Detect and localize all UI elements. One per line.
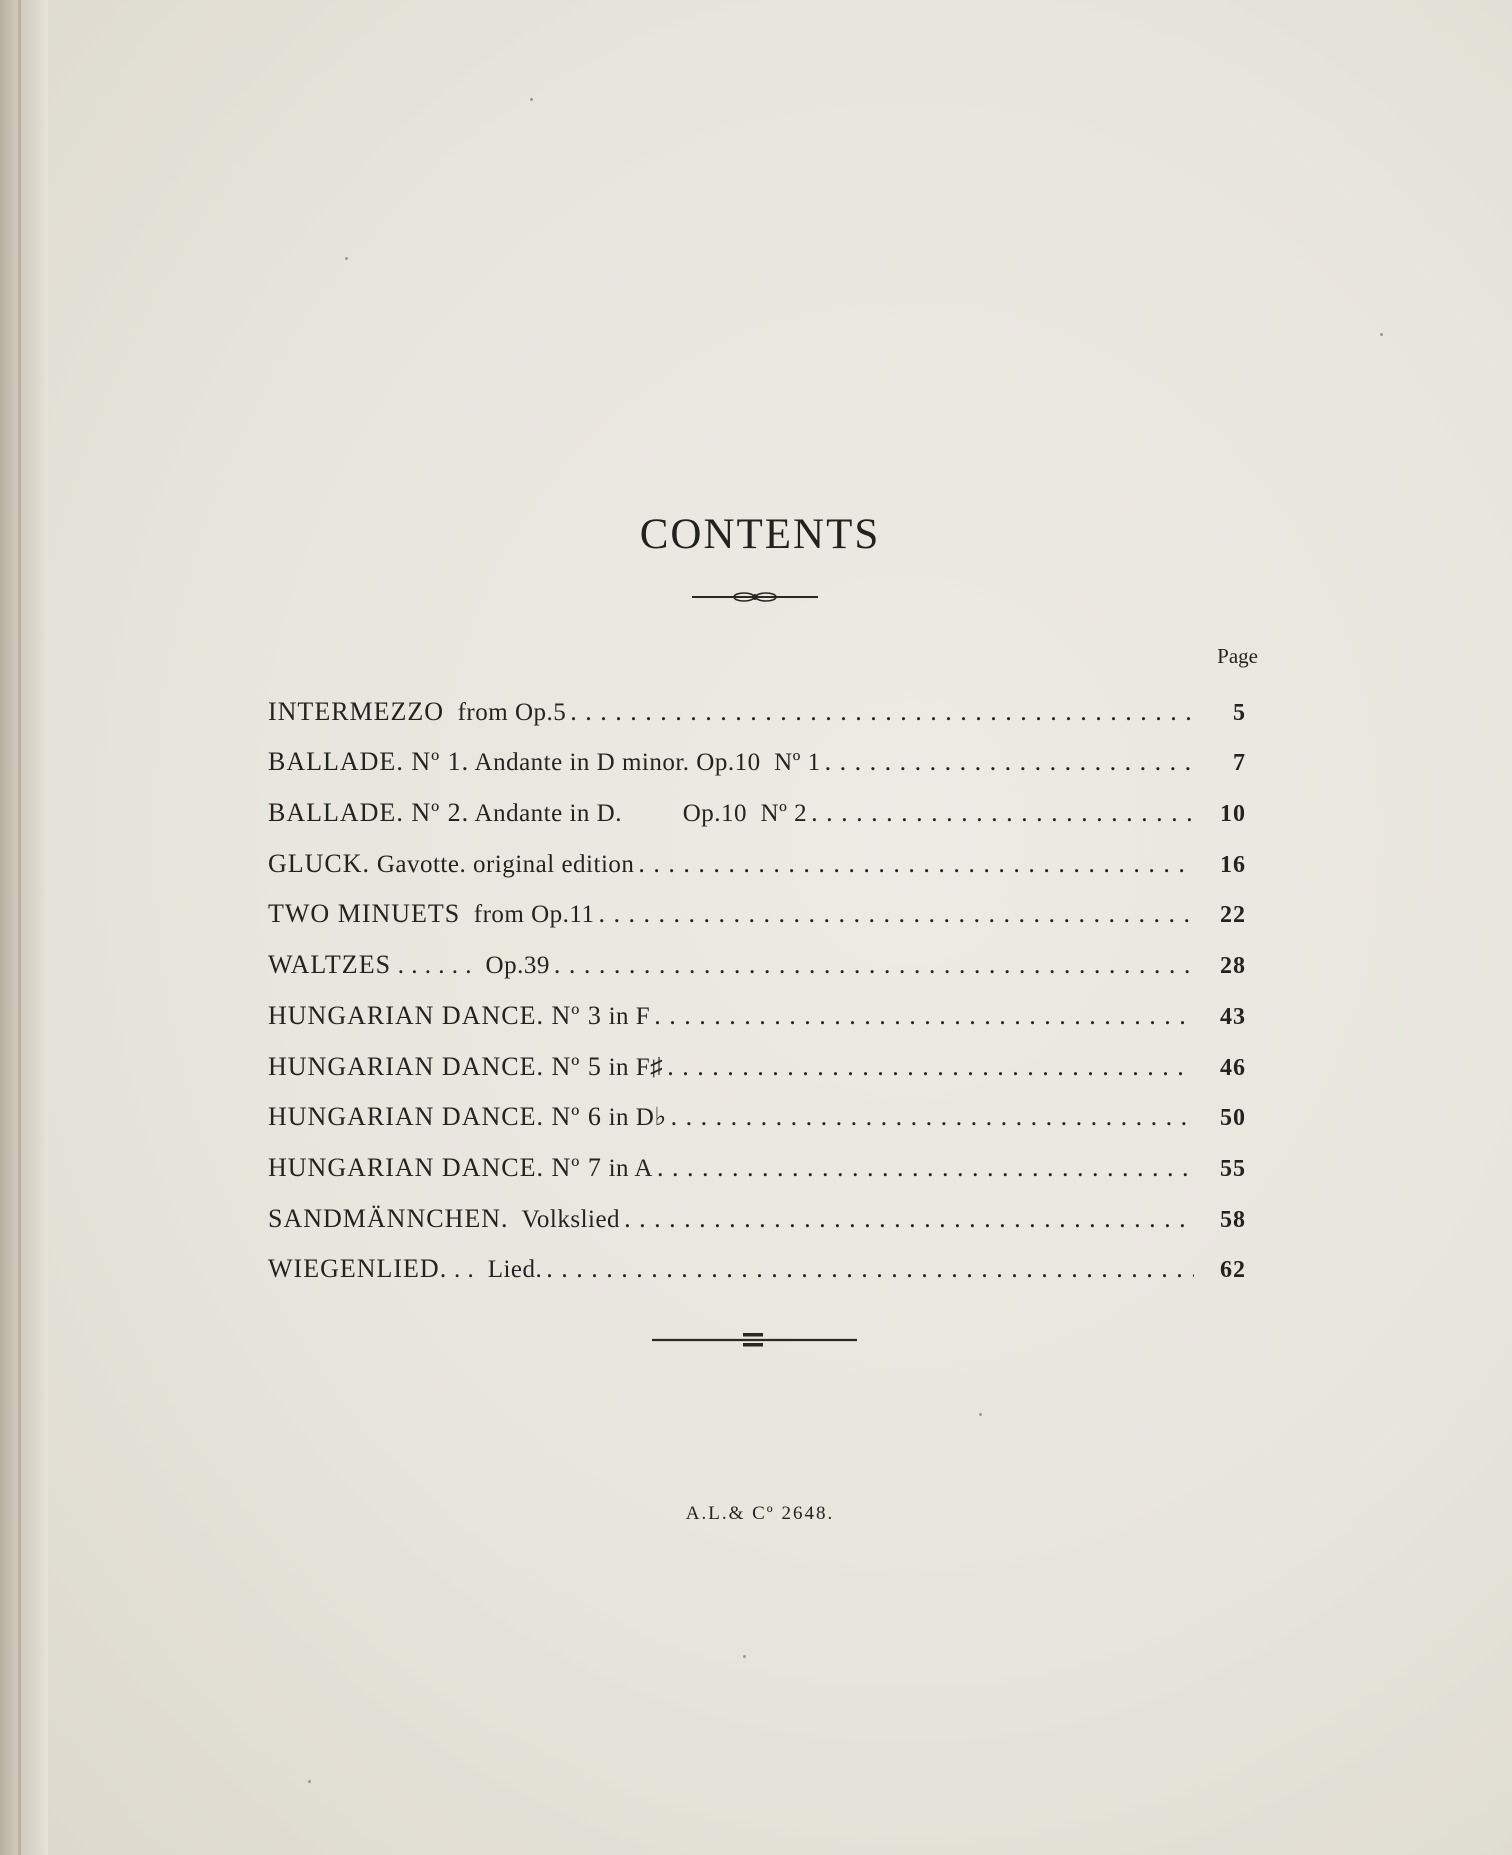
toc-entry-name: TWO MINUETS xyxy=(268,899,461,929)
toc-entry xyxy=(268,1031,1246,1082)
dot-leader xyxy=(620,1204,1194,1234)
toc-entry xyxy=(268,1132,1246,1183)
toc-entry-title xyxy=(268,950,1194,980)
toc-entry-name: HUNGARIAN DANCE. Nº 5 xyxy=(268,1051,602,1081)
closing-ornament xyxy=(652,1328,862,1354)
toc-entry xyxy=(268,828,1246,879)
page-title: CONTENTS xyxy=(639,511,881,558)
toc-entry-title xyxy=(268,697,1194,727)
title-ornament xyxy=(690,588,820,606)
dot-leader xyxy=(550,950,1194,980)
toc-entry-detail: in F xyxy=(601,1002,651,1030)
toc-entry-title xyxy=(268,849,1194,879)
toc-entry-detail: Volkslied xyxy=(508,1205,621,1233)
paper-speck xyxy=(743,1655,746,1658)
toc-entry-title xyxy=(268,747,1194,777)
toc-entry-page-number: 10 xyxy=(1220,801,1246,828)
toc-entry-page-number: 28 xyxy=(1220,953,1246,980)
toc-entry-name: HUNGARIAN DANCE. Nº 7 xyxy=(268,1152,602,1182)
toc-entry-detail: Andante in D. Op.10 Nº 2 xyxy=(469,800,808,828)
toc-entry-name: BALLADE. Nº 1. xyxy=(268,747,470,777)
dot-leader xyxy=(807,798,1194,828)
paper-speck xyxy=(308,1780,311,1783)
toc-entry-page-number: 50 xyxy=(1220,1105,1246,1132)
dot-leader xyxy=(595,899,1195,929)
toc-entry-detail: in D♭ xyxy=(601,1104,667,1132)
toc-entry-name: GLUCK. xyxy=(268,848,371,878)
spine-edge xyxy=(18,0,21,1855)
toc-entry-detail: in A xyxy=(601,1154,653,1182)
toc-entry xyxy=(268,879,1246,930)
toc-entry-page-number: 16 xyxy=(1220,851,1246,878)
toc-entry-detail: from Op.11 xyxy=(460,901,595,929)
paper-speck xyxy=(530,98,533,101)
toc-entry-name: BALLADE. Nº 2. xyxy=(268,798,470,828)
toc-entry xyxy=(268,1234,1246,1285)
toc-entry-page-number: 58 xyxy=(1220,1206,1246,1233)
dot-leader xyxy=(653,1153,1194,1183)
toc-entry-page-number: 5 xyxy=(1233,699,1246,726)
toc-entry-page-number: 7 xyxy=(1233,750,1246,777)
toc-entry-title xyxy=(268,1153,1194,1183)
toc-entry-title xyxy=(268,1052,1194,1082)
toc-entry-name: SANDMÄNNCHEN. xyxy=(268,1203,509,1233)
toc-entry-detail: from Op.5 xyxy=(444,698,567,726)
toc-entry-title xyxy=(268,798,1194,828)
toc-entry-title xyxy=(268,899,1194,929)
toc-entry-name: WALTZES xyxy=(268,950,392,980)
paper-speck xyxy=(979,1413,982,1416)
table-of-contents xyxy=(268,676,1246,1284)
toc-entry-page-number: 62 xyxy=(1220,1257,1246,1284)
dot-leader xyxy=(821,747,1194,777)
page-column-header: Page xyxy=(1217,644,1258,668)
toc-entry xyxy=(268,777,1246,828)
toc-entry-name: INTERMEZZO xyxy=(268,696,445,726)
toc-entry-detail: . . . . . . Op.39 xyxy=(391,952,550,980)
toc-entry-detail: Gavotte. original edition xyxy=(370,850,635,878)
dot-leader xyxy=(566,697,1194,727)
toc-entry xyxy=(268,1183,1246,1234)
toc-entry-name: WIEGENLIED. xyxy=(268,1254,448,1284)
paper-speck xyxy=(1380,333,1383,336)
toc-entry-page-number: 22 xyxy=(1220,902,1246,929)
toc-entry-title xyxy=(268,1001,1194,1031)
publisher-imprint: A.L.& Cº 2648. xyxy=(685,1503,835,1524)
toc-entry-name: HUNGARIAN DANCE. Nº 6 xyxy=(268,1102,602,1132)
toc-entry xyxy=(268,980,1246,1031)
toc-entry xyxy=(268,676,1246,727)
toc-entry-page-number: 46 xyxy=(1220,1054,1246,1081)
toc-entry-page-number: 43 xyxy=(1220,1003,1246,1030)
toc-entry xyxy=(268,727,1246,778)
dot-leader xyxy=(663,1052,1194,1082)
paper-speck xyxy=(345,257,348,260)
toc-entry-title xyxy=(268,1254,1194,1284)
dot-leader xyxy=(542,1254,1194,1284)
dot-leader xyxy=(667,1102,1194,1132)
book-spine xyxy=(0,0,48,1855)
dot-leader xyxy=(650,1001,1194,1031)
toc-entry-page-number: 55 xyxy=(1220,1155,1246,1182)
toc-entry-detail: in F♯ xyxy=(601,1053,664,1081)
toc-entry-title xyxy=(268,1102,1194,1132)
dot-leader xyxy=(634,849,1194,879)
toc-entry-detail: . . Lied. xyxy=(447,1256,543,1284)
toc-entry xyxy=(268,1082,1246,1133)
toc-entry-name: HUNGARIAN DANCE. Nº 3 xyxy=(268,1000,602,1030)
toc-entry xyxy=(268,929,1246,980)
toc-entry-detail: Andante in D minor. Op.10 Nº 1 xyxy=(469,749,821,777)
toc-entry-title xyxy=(268,1204,1194,1234)
